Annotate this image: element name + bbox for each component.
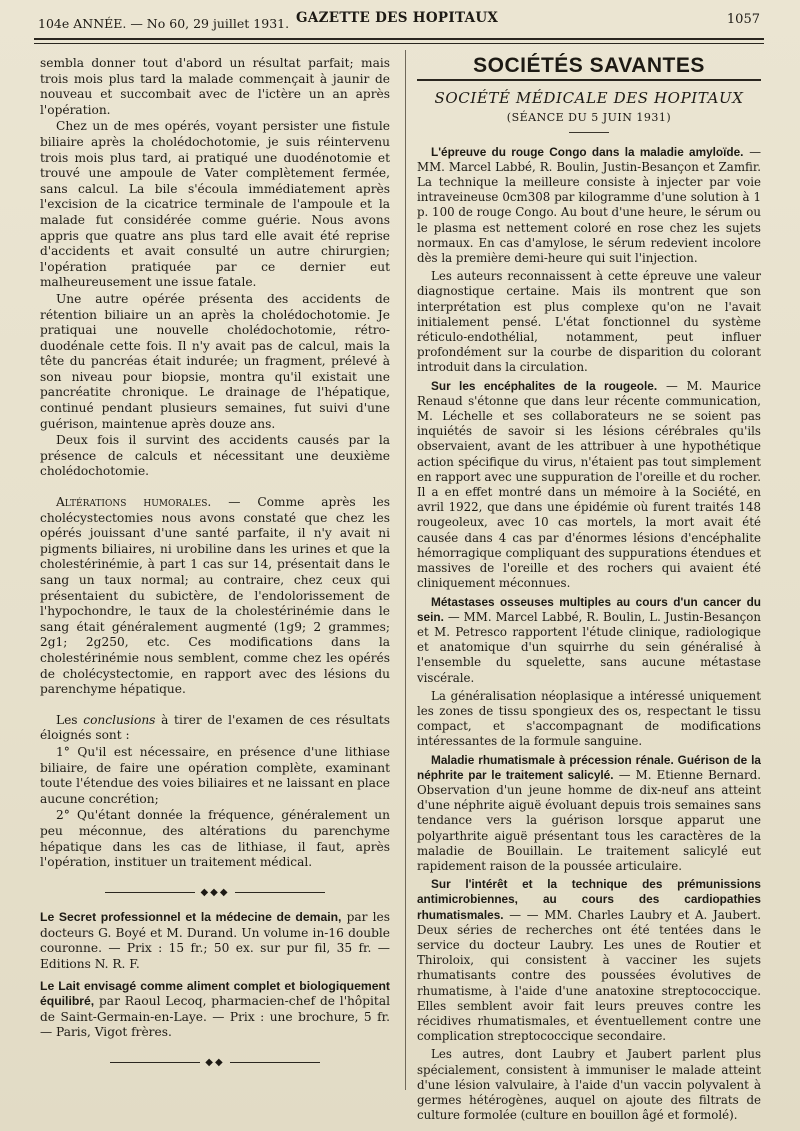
paragraph: Les auteurs reconnaissent à cette épreuve une valeur diagnostique certaine. Mais ils montrent que son interprétation est plus complexe qu'on ne l'avait initialement pensé. L'état fonctionnel du système réticulo-endothélial, notamment, peut influer profondément sur la courbe de disparition du colorant introduit dans la circulation. [417, 269, 761, 375]
paragraph: sembla donner tout d'abord un résultat parfait; mais trois mois plus tard la malade commençait à jaunir de nouveau et succombait avec de l'ictère un an après l'opération. [40, 56, 390, 117]
header-rule [34, 38, 764, 40]
session-date: (SÉANCE DU 5 JUIN 1931) [506, 111, 672, 125]
right-column [417, 56, 761, 1126]
article-encephalites: Sur les encéphalites de la rougeole. — M. Maurice Renaud s'étonne que dans leur récente communication, M. Léchelle et ses collaborateurs ne se soient pas inquiétés de savoir si les lésions cérébrales qu'ils observaient, avant de les attribuer à une hypothétique action spécifique du virus, n'étaient pas tout simplement en rapport avec une suppuration de l'oreille et du rocher. Il a en effet montré dans un mémoire à la Société, en avril 1922, que dans une épidémie où furent traités 148 rougeoleux, avec 10 cas mortels, la mort avait été causée dans 4 cas par d'énormes lésions d'encéphalite hémorragique compliquant des suppurations étendues et massives de l'oreille et des rochers qui avaient été cliniquement méconnues. [417, 378, 761, 591]
conclusions-word: conclusions [83, 712, 156, 727]
conclusion-item-2: 2° Qu'étant donnée la fréquence, généralement un peu méconnue, des altérations du parenchyme hépatique dans les cas de lithiase, il faut, après l'opération, instituer un traitement médical. [40, 808, 390, 870]
paragraph-alterations: Altérations humorales. — Comme après les cholécystectomies nous avons constaté que chez les opérés jouissant d'une santé parfaite, il n'y avait ni pigments biliaires, ni urobiline dans les urines et que la cholestérinémie, à part 1 cas sur 14, présentait dans le sang un taux normal; au contraire, chez ceux qui présentaient du subictère, de l'endolorissement de l'hypochondre, le taux de la cholestérinémie dans le sang était généralement augmenté (1g9; 2 grammes; 2g1; 2g250, etc. Ces modifications dans la cholestérinémie nous semblent, comme chez les opérés de cholécystectomie, en rapport avec des lésions du parenchyme hépatique. [40, 495, 390, 697]
article-congo: L'épreuve du rouge Congo dans la maladie amyloïde. — MM. Marcel Labbé, R. Boulin, Justin-Besançon et Zamfir. La technique la meilleure consiste à injecter par voie intraveineuse 0cm308 par kilogramme d'une solution à 1 p. 100 de rouge Congo. Au bout d'une heure, le sérum ou le plasma est nettement coloré en rose chez les sujets normaux. En cas d'amylose, le sérum redevient incolore dès la première demi-heure qui suit l'injection. [417, 144, 761, 266]
header-rule-thin [34, 43, 764, 44]
paragraph: La généralisation néoplasique a intéressé uniquement les zones de tissu spongieux des os, respectant le tissu compact, et s'accompagnant de modifications intéressantes de la formule sanguine. [417, 688, 761, 749]
article-premunissions: Sur l'intérêt et la technique des prémunissions antimicrobiennes, au cours des cardiopathies rhumatismales. — — MM. Charles Laubry et A. Jaubert. Deux séries de recherches ont été tentées dans le service du docteur Laubry. Les unes de Routier et Thiroloix, qui consistent à vacciner les sujets rhumatisants contre des poussées évolutives de rhumatisme, à l'aide d'une anatoxine streptococcique. Elles semblent avoir fait leurs preuves contre les récidives rhumatismales, et éventuellement contre une complication streptococcique secondaire. [417, 877, 761, 1044]
book-entry: Le Lait envisagé comme aliment complet et biologiquement équilibré, par Raoul Lecoq, pharmacien-chef de l'hôpital de Saint-Germain-en-Laye. — Prix : une brochure, 5 fr. — Paris, Vigot frères. [40, 978, 390, 1040]
section-title: SOCIÉTÉS SAVANTES [473, 54, 705, 77]
section-rule [417, 79, 761, 81]
column-divider [405, 50, 406, 1090]
ornament-divider: ◆◆◆ [40, 885, 390, 901]
paragraph: Chez un de mes opérés, voyant persister une fistule biliaire après la cholédochotomie, je suis réintervenu trois mois plus tard, ai pratiqué une duodénotomie et trouvé une ampoule de Vater complètement fermée, sans calcul. La bile s'écoula immédiatement après l'excision de la cicatrice terminale de l'ampoule et la malade fut considérée comme guérie. Nous avons appris que quatre ans plus tard elle avait été reprise d'accidents et avait consulté un autre chirurgien; l'opération pratiquée par ce dernier eut malheureusement une issue fatale. [40, 119, 390, 290]
ornament-divider: ◆◆ [40, 1055, 390, 1071]
issue-info: 104e ANNÉE. — No 60, 29 juillet 1931. [38, 16, 290, 31]
article-title: Sur les encéphalites de la rougeole. [431, 378, 658, 393]
paragraph: Les autres, dont Laubry et Jaubert parlent plus spécialement, consistent à immuniser le malade atteint d'une lésion valvulaire, à l'aide d'un vaccin polyvalent à germes hétérogènes, auquel on ajoute des filtrats de culture formolée (culture en bouillon âgé et formolé). [417, 1047, 761, 1123]
book-title: Le Secret professionnel et la médecine de demain, [40, 910, 342, 925]
conclusion-item-1: 1° Qu'il est nécessaire, en présence d'une lithiase biliaire, de faire une opération complète, examinant toute l'étendue des voies biliaires et ne laissant en place aucune concrétion; [40, 744, 390, 806]
article-title: Sur l'intérêt et la technique des prémunissions antimicrobiennes, au cours des cardiopathies rhumatismales. [417, 877, 761, 922]
article-rhumatismale: Maladie rhumatismale à précession rénale. Guérison de la néphrite par le traitement salicylé. — M. Etienne Bernard. Observation d'un jeune homme de dix-neuf ans atteint d'une néphrite aiguë évoluant depuis trois semaines sans tendance vers la guérison lorsque apparut une polyarthrite aiguë présentant tous les caractères de la maladie de Bouillain. Le traitement salicylé eut rapidement raison de la poussée articulaire. [417, 752, 761, 873]
bibliography [40, 910, 390, 1041]
publication-title: GAZETTE DES HOPITAUX [296, 10, 499, 26]
short-rule [569, 132, 609, 133]
article-title: Métastases osseuses multiples au cours d'un cancer du sein. [417, 594, 761, 624]
book-title: Le Lait envisagé comme aliment complet et biologiquement équilibré, [40, 978, 390, 1009]
page-number: 1057 [726, 12, 760, 27]
paragraph: Deux fois il survint des accidents causés par la présence de calculs et nécessitant une deuxième cholédochotomie. [40, 433, 390, 479]
article-metastases: Métastases osseuses multiples au cours d'un cancer du sein. — MM. Marcel Labbé, R. Boulin, L. Justin-Besançon et M. Petresco rapportent l'étude clinique, radiologique et anatomique d'un squirrhe du sein généralisé à l'ensemble du squelette, sans aucune métastase viscérale. [417, 594, 761, 685]
article-title: Maladie rhumatismale à précession rénale. Guérison de la néphrite par le traitement salicylé. [417, 752, 761, 782]
paragraph: Une autre opérée présenta des accidents de rétention biliaire un an après la cholédochotomie. Je pratiquai une nouvelle cholédochotomie, rétro-duodénale cette fois. Il n'y avait pas de calcul, mais la tête du pancréas était indurée; un fragment, prélevé à son niveau pour biopsie, montra qu'il existait une pancréatite chronique. Le drainage de l'hépatique, continué pendant plusieurs semaines, fut suivi d'une guérison, maintenue après douze ans. [40, 291, 390, 431]
page-header [38, 6, 760, 36]
subsection-heading: Altérations humorales. [56, 495, 212, 510]
book-entry: Le Secret professionnel et la médecine de demain, par les docteurs G. Boyé et M. Durand. Un volume in-16 double couronne. — Prix : 15 fr.; 50 ex. sur pur fil, 35 fr. — Editions N. R. F. [40, 910, 390, 972]
left-column [40, 56, 390, 1081]
paragraph-conclusions: Les conclusions à tirer de l'examen de ces résultats éloignés sont : [40, 712, 390, 743]
article-title: L'épreuve du rouge Congo dans la maladie amyloïde. [431, 144, 744, 159]
society-title: SOCIÉTÉ MÉDICALE DES HOPITAUX [434, 89, 744, 108]
